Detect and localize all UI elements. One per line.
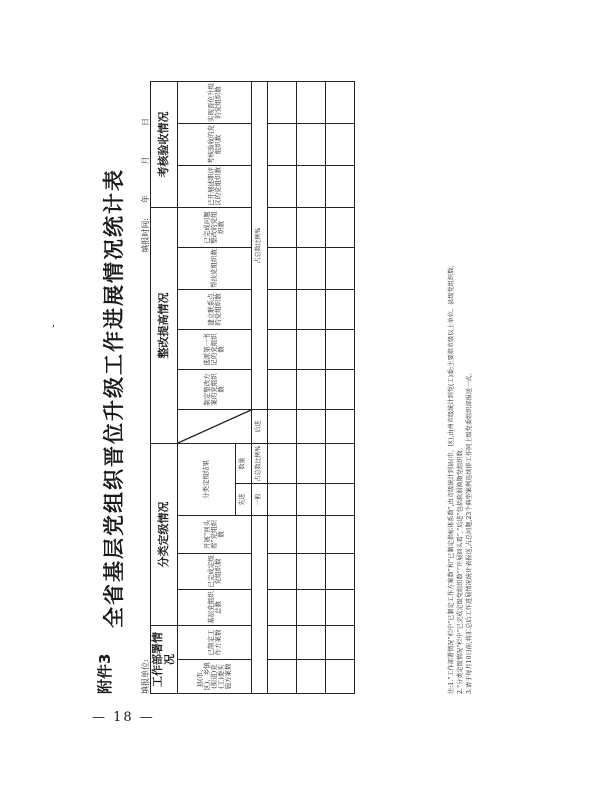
header-upgraded-orgs: 实现晋位升级的党组织数 (178, 81, 252, 123)
header-diagonal-cell (178, 409, 252, 443)
rotated-form-sheet (88, 82, 488, 698)
table-notes (448, 104, 475, 694)
grade-lagging: 后进 (252, 409, 268, 443)
header-lookback-orgs: 开展“回头看”党组织数 (178, 516, 252, 554)
note-line-3: 3.请于每月10日前,将汇总后工作进展情况统计表报送,占总问题,23个典型案例连续排工作同上级党委组织部报送一式。 (465, 369, 473, 694)
margin-mark: , (52, 318, 56, 329)
grade-advanced-count: 数量 (236, 443, 252, 483)
header-graded-orgs: 已完成定级党组织数 (178, 554, 252, 590)
grade-normal-ratio: 占总数比例% (252, 443, 268, 483)
note-line-2: 2.“分类定级情况”栏中“已完成定级党组织数”“开展回头看”,“后进”包括软弱涣散党组织数。 (456, 444, 464, 694)
header-assist-orgs: 帮扶党组织数 (178, 247, 252, 289)
header-rectify-plan-orgs: 制定整改方案的党组织数 (178, 369, 252, 409)
grade-normal: 一般 (252, 484, 268, 516)
header-work-plans: 已制定工作方案数 (178, 626, 252, 660)
grade-lagging-ratio: 占总数比例% (252, 81, 268, 409)
header-implementation-plans: 县(市、区)、乡镇(街道)党(工)委实施方案数 (178, 660, 252, 694)
section-rectify: 整改提高情况 (151, 207, 178, 443)
attachment-label: 附件3 (96, 653, 114, 694)
fill-time-label: 填报时间: (141, 218, 150, 253)
page-number: — 18 — (92, 710, 155, 725)
section-evaluate: 考核验收情况 (151, 81, 178, 207)
statistics-table (150, 81, 355, 694)
section-work-deploy: 工作部署情况 (151, 626, 178, 694)
section-classify: 分类定级情况 (151, 443, 178, 625)
header-first-secretary-orgs: 选派第一书记的党组织数 (178, 329, 252, 369)
grade-advanced: 先进 (236, 484, 252, 516)
fill-date-units: 年 月 日 (141, 104, 150, 204)
note-line-1: 注:1.“工作部署情况”栏中“已制定工作方案数”和“已制定指标体系数”,由市级统计到县(市、区),由州市级统计到党(工)委;主要指市级以上单位、县级党组织数。 (448, 261, 455, 694)
page-title: 全省基层党组织晋位升级工作进展情况统计表 (102, 168, 126, 628)
fill-unit-label: 填报单位: (141, 659, 150, 694)
header-contact-point-orgs: 建立联系点的党组织数 (178, 289, 252, 329)
header-grading-result: 分类定级结果 (178, 443, 236, 515)
header-total-orgs: 基层党组织总数 (178, 590, 252, 626)
header-evaluated-orgs: 考核验收的党组织数 (178, 123, 252, 165)
header-rectified-orgs: 已完成问题整改的党组织数 (178, 207, 252, 247)
header-reported-orgs: 已开展述职评议的党组织数 (178, 165, 252, 207)
